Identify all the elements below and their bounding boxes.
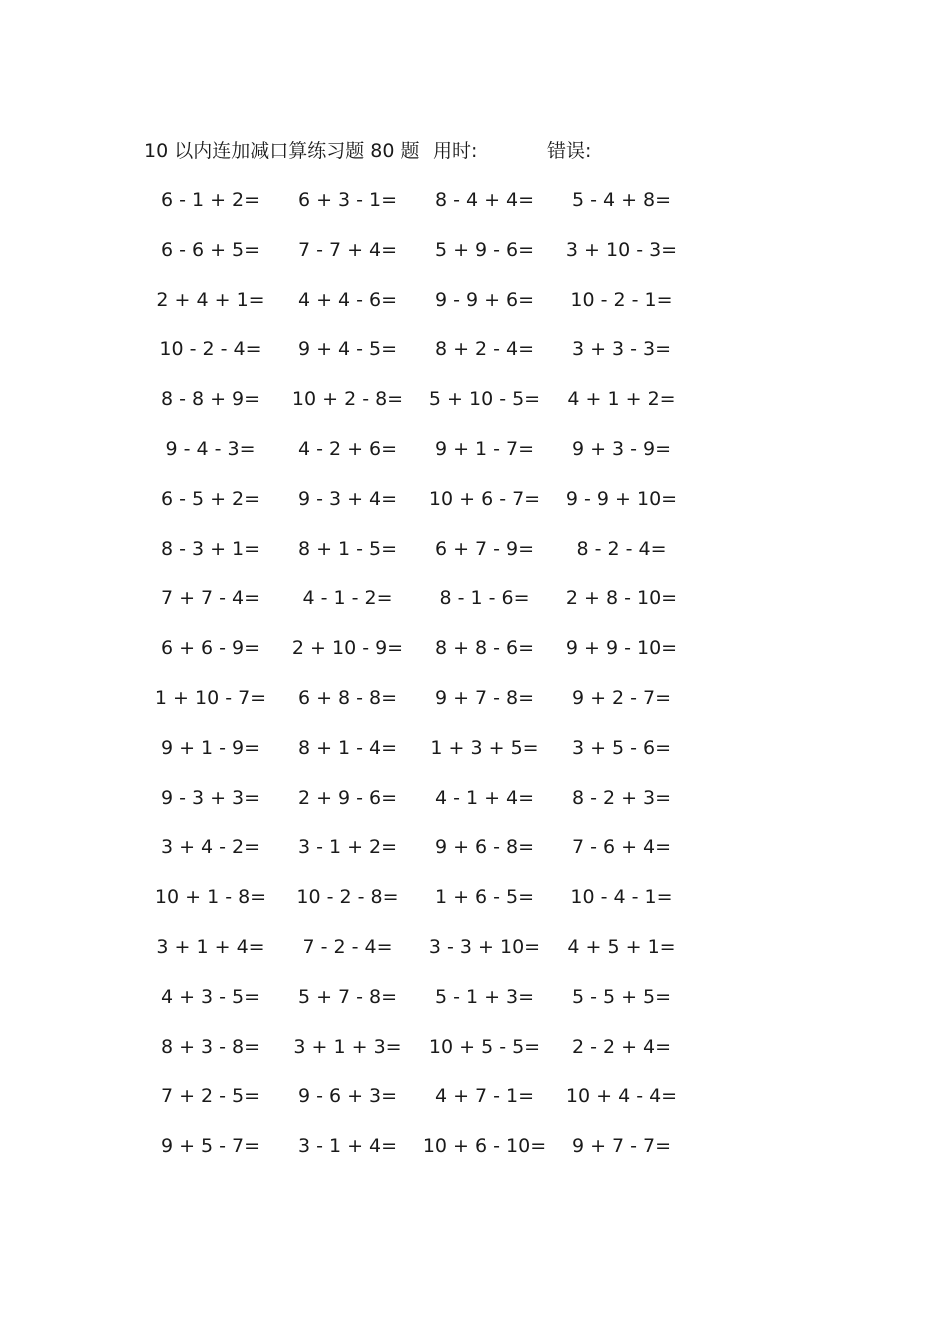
- arithmetic-problem: 8 - 2 + 3=: [571, 786, 672, 809]
- arithmetic-problem: 7 + 2 - 5=: [160, 1085, 261, 1108]
- arithmetic-problem: 2 + 9 - 6=: [297, 786, 398, 809]
- arithmetic-problem: 6 + 3 - 1=: [297, 189, 398, 211]
- arithmetic-problem: 3 + 4 - 2=: [160, 836, 261, 859]
- arithmetic-problem: 9 + 9 - 10=: [565, 637, 678, 660]
- arithmetic-problem: 10 + 2 - 8=: [291, 388, 404, 411]
- arithmetic-problem: 10 - 2 - 8=: [296, 886, 399, 909]
- arithmetic-problem: 8 - 3 + 1=: [160, 537, 261, 560]
- arithmetic-problem: 8 + 1 - 4=: [297, 736, 398, 759]
- worksheet-header: [144, 136, 744, 166]
- arithmetic-problem: 4 + 3 - 5=: [160, 985, 261, 1008]
- arithmetic-problem: 10 - 2 - 4=: [159, 338, 262, 361]
- arithmetic-problem: 6 + 6 - 9=: [160, 637, 261, 660]
- arithmetic-problem: 4 + 5 + 1=: [567, 935, 676, 958]
- arithmetic-problem: 2 + 4 + 1=: [156, 288, 265, 311]
- arithmetic-problem: 6 - 5 + 2=: [160, 487, 261, 510]
- arithmetic-problem: 6 + 8 - 8=: [297, 686, 398, 709]
- arithmetic-problem: 5 - 1 + 3=: [434, 985, 535, 1008]
- arithmetic-problem: 5 + 10 - 5=: [428, 388, 541, 411]
- arithmetic-problem: 6 + 7 - 9=: [434, 537, 535, 560]
- arithmetic-problem: 3 + 10 - 3=: [565, 238, 678, 261]
- arithmetic-problem: 3 + 1 + 4=: [156, 935, 265, 958]
- arithmetic-problem: 3 - 1 + 2=: [297, 836, 398, 859]
- arithmetic-problem: 7 - 2 - 4=: [302, 935, 393, 958]
- arithmetic-problem: 1 + 6 - 5=: [434, 886, 535, 909]
- arithmetic-problem: 2 - 2 + 4=: [571, 1035, 672, 1058]
- arithmetic-problem: 9 + 5 - 7=: [160, 1135, 261, 1158]
- arithmetic-problem: 5 - 4 + 8=: [571, 189, 672, 211]
- time-used-label: 用时:: [433, 140, 478, 162]
- arithmetic-problem: 9 + 3 - 9=: [571, 437, 672, 460]
- arithmetic-problem: 10 + 1 - 8=: [154, 886, 267, 909]
- arithmetic-problem: 8 + 1 - 5=: [297, 537, 398, 560]
- arithmetic-problem: 9 - 3 + 3=: [160, 786, 261, 809]
- arithmetic-problem: 9 - 9 + 10=: [565, 487, 678, 510]
- arithmetic-problem: 8 + 8 - 6=: [434, 637, 535, 660]
- arithmetic-problem: 8 - 4 + 4=: [434, 189, 535, 211]
- arithmetic-problem: 8 - 1 - 6=: [439, 587, 530, 610]
- arithmetic-problem: 9 + 7 - 7=: [571, 1135, 672, 1158]
- arithmetic-problem: 9 + 4 - 5=: [297, 338, 398, 361]
- arithmetic-problem: 1 + 10 - 7=: [154, 686, 267, 709]
- arithmetic-problem: 4 + 1 + 2=: [567, 388, 676, 411]
- arithmetic-problem: 10 + 6 - 7=: [428, 487, 541, 510]
- arithmetic-problem: 2 + 8 - 10=: [565, 587, 678, 610]
- arithmetic-problem: 9 + 1 - 9=: [160, 736, 261, 759]
- arithmetic-problem: 3 + 5 - 6=: [571, 736, 672, 759]
- arithmetic-problem: 10 + 5 - 5=: [428, 1035, 541, 1058]
- arithmetic-problem: 10 + 6 - 10=: [422, 1135, 547, 1158]
- arithmetic-problem: 3 - 1 + 4=: [297, 1135, 398, 1158]
- arithmetic-problem: 7 + 7 - 4=: [160, 587, 261, 610]
- arithmetic-problem: 2 + 10 - 9=: [291, 637, 404, 660]
- arithmetic-problem: 4 - 1 + 4=: [434, 786, 535, 809]
- arithmetic-problem: 5 - 5 + 5=: [571, 985, 672, 1008]
- arithmetic-problem: 3 - 3 + 10=: [428, 935, 541, 958]
- arithmetic-problem: 7 - 6 + 4=: [571, 836, 672, 859]
- arithmetic-problem: 5 + 9 - 6=: [434, 238, 535, 261]
- arithmetic-problem: 8 - 2 - 4=: [576, 537, 667, 560]
- error-count-label: 错误:: [547, 140, 592, 162]
- arithmetic-problem: 1 + 3 + 5=: [430, 736, 539, 759]
- arithmetic-problem: 9 - 6 + 3=: [297, 1085, 398, 1108]
- arithmetic-problem: 5 + 7 - 8=: [297, 985, 398, 1008]
- arithmetic-problem: 8 + 3 - 8=: [160, 1035, 261, 1058]
- arithmetic-problem: 4 - 2 + 6=: [297, 437, 398, 460]
- arithmetic-problem: 10 + 4 - 4=: [565, 1085, 678, 1108]
- arithmetic-problem: 10 - 4 - 1=: [570, 886, 673, 909]
- arithmetic-problem: 10 - 2 - 1=: [570, 288, 673, 311]
- worksheet-title: 10 以内连加减口算练习题 80 题: [144, 140, 420, 162]
- arithmetic-problem: 3 + 3 - 3=: [571, 338, 672, 361]
- arithmetic-problem: 9 + 6 - 8=: [434, 836, 535, 859]
- arithmetic-problem: 7 - 7 + 4=: [297, 238, 398, 261]
- arithmetic-problem: 4 + 4 - 6=: [297, 288, 398, 311]
- arithmetic-problem: 9 - 3 + 4=: [297, 487, 398, 510]
- arithmetic-problem: 8 + 2 - 4=: [434, 338, 535, 361]
- arithmetic-problem: 4 - 1 - 2=: [302, 587, 393, 610]
- arithmetic-problem: 4 + 7 - 1=: [434, 1085, 535, 1108]
- arithmetic-problem: 9 - 4 - 3=: [165, 437, 256, 460]
- arithmetic-problem: 6 - 6 + 5=: [160, 238, 261, 261]
- arithmetic-problem: 9 + 1 - 7=: [434, 437, 535, 460]
- arithmetic-problem: 8 - 8 + 9=: [160, 388, 261, 411]
- arithmetic-problem: 6 - 1 + 2=: [160, 189, 261, 211]
- arithmetic-problem: 3 + 1 + 3=: [293, 1035, 402, 1058]
- arithmetic-problem: 9 - 9 + 6=: [434, 288, 535, 311]
- arithmetic-problem: 9 + 7 - 8=: [434, 686, 535, 709]
- arithmetic-problem: 9 + 2 - 7=: [571, 686, 672, 709]
